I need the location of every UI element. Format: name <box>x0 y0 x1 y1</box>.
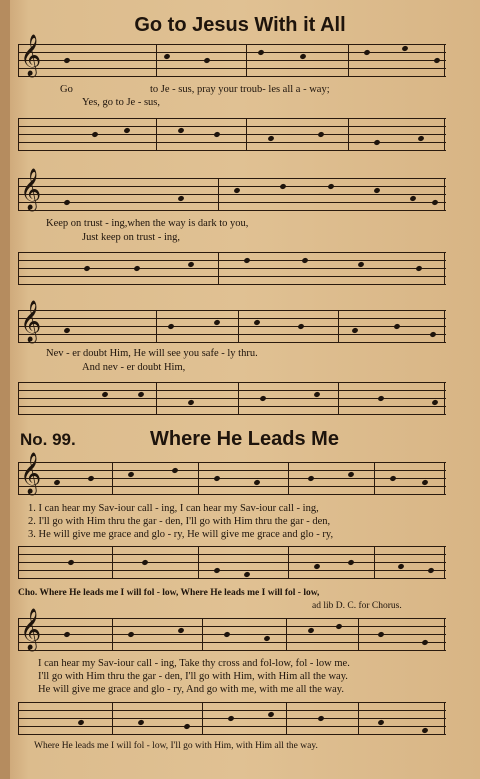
bass-staff <box>18 546 446 578</box>
lyric-line: Yes, go to Je - sus, <box>82 97 160 108</box>
treble-clef-icon: 𝄞 <box>20 453 42 494</box>
refrain-bass-line: Where He leads me I will fol - low, I'll go with Him, with Him all the way. <box>34 741 318 751</box>
bass-staff <box>18 382 446 414</box>
hymn-number: No. 99. <box>20 430 76 449</box>
refrain-line: I'll go with Him thru the gar - den, I'll go with Him, with Him all the way. <box>38 671 348 682</box>
treble-staff <box>18 301 446 342</box>
treble-staff <box>18 453 446 494</box>
hymn-title-2: Where He Leads Me <box>150 428 339 450</box>
chorus-line: Cho. Where He leads me I will fol - low, Where He leads me I will fol - low, <box>18 588 320 598</box>
page-binding-edge <box>0 0 10 779</box>
verse-3-line: 3. He will give me grace and glo - ry, He will give me grace and glo - ry, <box>28 529 334 540</box>
bass-staff <box>18 118 446 150</box>
treble-clef-icon: 𝄞 <box>20 35 42 76</box>
treble-clef-icon: 𝄞 <box>20 301 42 342</box>
ad-lib-instruction: ad lib D. C. for Chorus. <box>312 601 402 611</box>
lyric-line: Just keep on trust - ing, <box>82 232 180 243</box>
treble-clef-icon: 𝄞 <box>20 609 42 650</box>
lyric-line: Nev - er doubt Him, He will see you safe - ly thru. <box>46 348 258 359</box>
verse-2-line: 2. I'll go with Him thru the gar - den, I'll go with Him thru the gar - den, <box>28 516 331 527</box>
lyric-line: And nev - er doubt Him, <box>82 362 186 373</box>
refrain-line: I can hear my Sav-iour call - ing, Take thy cross and fol-low, fol - low me. <box>38 658 350 669</box>
treble-staff <box>18 169 446 210</box>
treble-staff <box>18 609 446 650</box>
lyric-line: Go <box>60 84 73 95</box>
verse-1-line: 1. I can hear my Sav-iour call - ing, I can hear my Sav-iour call - ing, <box>28 503 319 514</box>
lyric-line: to Je - sus, pray your troub- les all a - way; <box>150 84 330 95</box>
treble-clef-icon: 𝄞 <box>20 169 42 210</box>
bass-staff <box>18 252 446 284</box>
bass-staff <box>18 702 446 734</box>
refrain-line: He will give me grace and glo - ry, And go with me, with me all the way. <box>38 684 344 695</box>
lyric-line: Keep on trust - ing,when the way is dark to you, <box>46 218 249 229</box>
treble-staff <box>18 35 446 76</box>
hymn-title-1: Go to Jesus With it All <box>134 14 346 36</box>
